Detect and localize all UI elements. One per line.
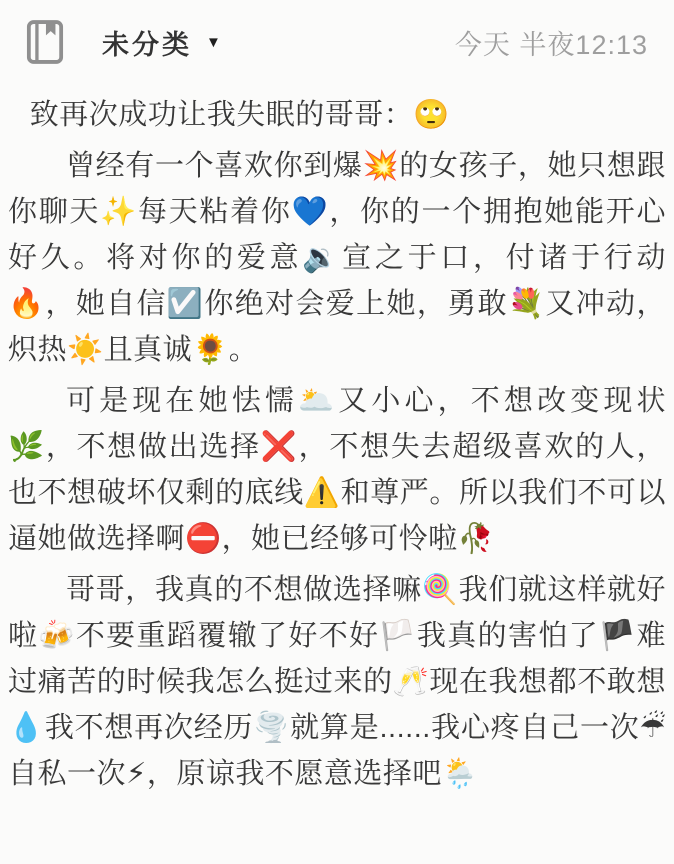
note-paragraph: 可是现在她怯懦🌥️又小心，不想改变现状🌿，不想做出选择❌，不想失去超级喜欢的人，也不想破坏仅剩的底线⚠️和尊严。所以我们不可以逼她做选择啊⛔，她已经够可怜啦🥀 xyxy=(8,385,666,555)
chevron-down-icon: ▼ xyxy=(206,33,221,51)
category-selector[interactable] xyxy=(102,23,221,62)
note-content[interactable] xyxy=(0,72,674,797)
note-paragraph: 曾经有一个喜欢你到爆💥的女孩子，她只想跟你聊天✨每天粘着你💙，你的一个拥抱她能开心好久。将对你的爱意🔉宣之于口，付诸于行动🔥，她自信☑️你绝对会爱上她，勇敢💐又冲动，炽热☀️且真诚🌻。 xyxy=(8,150,666,366)
note-header xyxy=(0,0,674,72)
note-paragraph: 致再次成功让我失眠的哥哥：🙄 xyxy=(29,99,450,131)
notebook-icon xyxy=(26,19,64,65)
note-paragraph: 哥哥，我真的不想做选择嘛🍭我们就这样就好啦🍻不要重蹈覆辙了好不好🏳️我真的害怕了🏴难过痛苦的时候我怎么挺过来的🥂现在我想都不敢想💧我不想再次经历🌪️就算是......我心疼自己一次☔自私一次⚡，原谅我不愿意选择吧🌦️ xyxy=(8,574,666,790)
category-label: 未分类 xyxy=(102,29,192,60)
note-timestamp: 今天 半夜12:13 xyxy=(454,29,648,60)
